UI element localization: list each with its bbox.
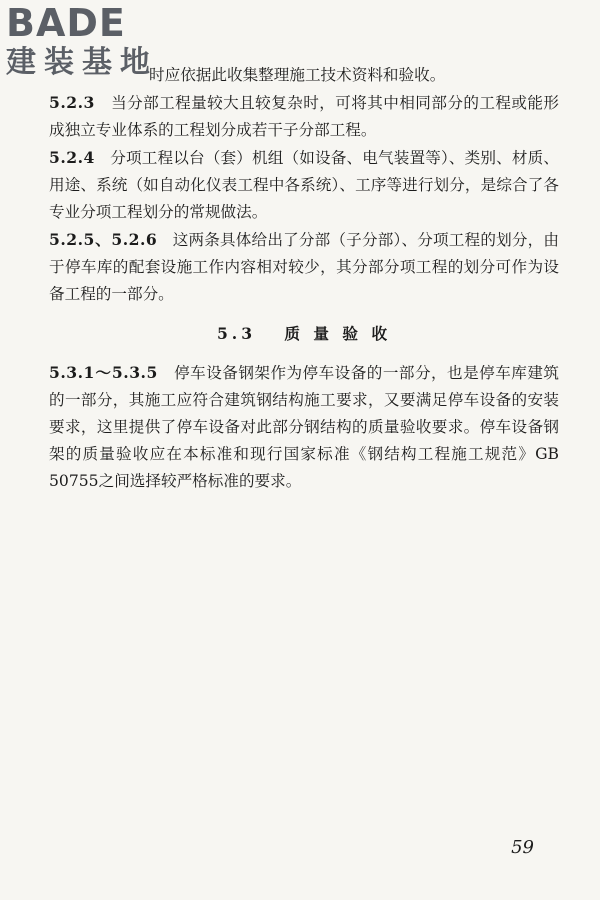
clause-text: 这两条具体给出了分部（子分部）、分项工程的划分，由于停车库的配套设施工作内容相对较少，其分部分项工程的划分可作为设备工程的一部分。 — [49, 231, 559, 303]
document-body — [49, 62, 559, 495]
clause-text: 停车设备钢架作为停车设备的一部分，也是停车库建筑的一部分，其施工应符合建筑钢结构施工要求，又要满足停车设备的安装要求，这里提供了停车设备对此部分钢结构的质量验收要求。停车设备钢架的质量验收应在本标准和现行国家标准《钢结构工程施工规范》GB 50755之间选择较严格标准的要求。 — [49, 364, 559, 490]
clause-text: 当分部工程量较大且较复杂时，可将其中相同部分的工程或能形成独立专业体系的工程划分成若干子分部工程。 — [49, 94, 559, 139]
clause-5-2-5-6 — [49, 226, 559, 308]
watermark-latin: BADE — [6, 1, 126, 45]
section-title: 质 量 验 收 — [284, 324, 392, 343]
page-number: 59 — [511, 837, 534, 858]
clause-5-3-1-5 — [49, 359, 559, 495]
watermark-logo — [6, 1, 176, 90]
section-heading — [49, 320, 559, 347]
clause-text: 分项工程以台（套）机组（如设备、电气装置等）、类别、材质、用途、系统（如自动化仪表工程中各系统）、工序等进行划分，是综合了各专业分项工程划分的常规做法。 — [49, 149, 560, 221]
paragraph-text: 时应依据此收集整理施工技术资料和验收。 — [149, 66, 446, 84]
clause-number: 5.2.4 — [49, 148, 95, 167]
section-number: 5.3 — [216, 324, 257, 343]
clause-number: 5.2.5、5.2.6 — [49, 230, 158, 249]
clause-5-2-4 — [49, 144, 559, 226]
clause-number: 5.3.1～5.3.5 — [49, 363, 158, 382]
clause-number: 5.2.3 — [49, 93, 95, 112]
clause-5-2-3 — [49, 89, 559, 144]
watermark-cjk: 建装基地 — [6, 45, 158, 80]
